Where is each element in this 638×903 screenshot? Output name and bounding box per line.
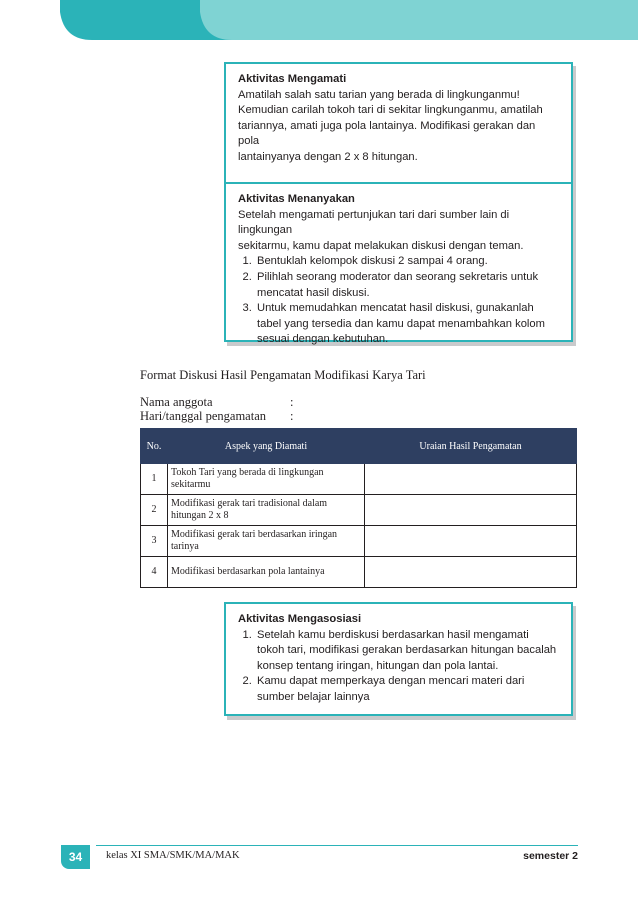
activity-title: Aktivitas Mengamati bbox=[238, 73, 347, 85]
list-item: 2. Pilihlah seorang moderator dan seorang sekretaris untuk mencatat hasil diskusi. bbox=[255, 270, 559, 301]
activity-list bbox=[238, 254, 559, 348]
tanggal-row bbox=[140, 409, 294, 424]
row-number: 2 bbox=[141, 495, 168, 526]
list-item: 1. Setelah kamu berdiskusi berdasarkan hasil mengamati tokoh tari, modifikasi gerakan berdasarkan hitungan bacalah konsep tentang iringan, hitungan dan pola lantai. bbox=[255, 628, 559, 675]
activity-text-line: sekitarmu, kamu dapat melakukan diskusi dengan teman. bbox=[238, 239, 524, 252]
activity-text-line: Setelah mengamati pertunjukan tari dari sumber lain di lingkungan bbox=[238, 208, 510, 237]
table-row bbox=[141, 526, 577, 557]
footer-divider bbox=[96, 845, 578, 846]
activity-title: Aktivitas Mengasosiasi bbox=[238, 613, 362, 625]
activity-title: Aktivitas Menanyakan bbox=[238, 193, 355, 205]
header-decoration bbox=[0, 0, 638, 40]
row-aspek: Modifikasi gerak tari tradisional dalam hitungan 2 x 8 bbox=[168, 495, 365, 526]
row-uraian[interactable] bbox=[365, 464, 577, 495]
row-uraian[interactable] bbox=[365, 526, 577, 557]
row-number: 4 bbox=[141, 557, 168, 588]
table-row bbox=[141, 557, 577, 588]
row-aspek: Modifikasi gerak tari berdasarkan iringan tarinya bbox=[168, 526, 365, 557]
list-item: 2. Kamu dapat memperkaya dengan mencari materi dari sumber belajar lainnya bbox=[255, 674, 559, 705]
activity-box-menanyakan bbox=[224, 182, 573, 346]
nama-anggota-label: Nama anggota bbox=[140, 395, 213, 409]
list-item: 3. Untuk memudahkan mencatat hasil diskusi, gunakanlah tabel yang tersedia dan kamu dapat menambahkan kolom sesuai dengan kebutuhan. bbox=[255, 301, 559, 348]
row-number: 1 bbox=[141, 464, 168, 495]
footer-semester-label: semester 2 bbox=[523, 850, 578, 862]
format-title: Format Diskusi Hasil Pengamatan Modifikasi Karya Tari bbox=[140, 368, 426, 382]
nama-anggota-row bbox=[140, 395, 294, 410]
row-aspek: Modifikasi berdasarkan pola lantainya bbox=[168, 557, 365, 588]
activity-text-line: tariannya, amati juga pola lantainya. Modifikasi gerakan dan pola bbox=[238, 119, 536, 148]
colon: : bbox=[290, 409, 294, 423]
header-uraian: Uraian Hasil Pengamatan bbox=[365, 429, 577, 464]
row-uraian[interactable] bbox=[365, 557, 577, 588]
table-row bbox=[141, 464, 577, 495]
activity-box-mengamati bbox=[224, 62, 573, 191]
page-number: 34 bbox=[61, 845, 90, 869]
header-no: No. bbox=[141, 429, 168, 464]
table-row bbox=[141, 495, 577, 526]
colon: : bbox=[290, 395, 294, 409]
header-aspek: Aspek yang Diamati bbox=[168, 429, 365, 464]
observation-table bbox=[140, 428, 577, 588]
row-uraian[interactable] bbox=[365, 495, 577, 526]
row-number: 3 bbox=[141, 526, 168, 557]
row-aspek: Tokoh Tari yang berada di lingkungan sekitarmu bbox=[168, 464, 365, 495]
activity-list bbox=[238, 628, 559, 706]
activity-text-line: Amatilah salah satu tarian yang berada di lingkunganmu! bbox=[238, 88, 520, 101]
activity-text-line: Kemudian carilah tokoh tari di sekitar lingkunganmu, amatilah bbox=[238, 104, 543, 117]
activity-text-line: lantainyanya dengan 2 x 8 hitungan. bbox=[238, 150, 418, 163]
table-header-row bbox=[141, 429, 577, 464]
footer-class-label: kelas XI SMA/SMK/MA/MAK bbox=[106, 850, 240, 861]
tanggal-label: Hari/tanggal pengamatan bbox=[140, 409, 266, 423]
list-item: 1. Bentuklah kelompok diskusi 2 sampai 4 orang. bbox=[255, 254, 559, 270]
activity-box-mengasosiasi bbox=[224, 602, 573, 716]
